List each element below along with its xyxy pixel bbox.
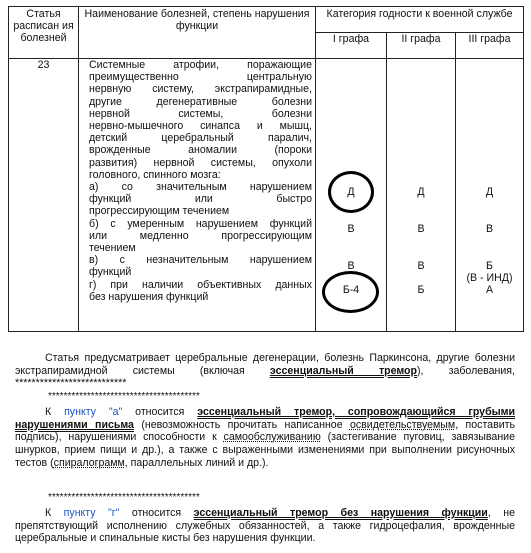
p3-bold: эссенциальный тремор без нарушения функции — [193, 507, 488, 519]
item-a-graph-1: Д — [347, 186, 355, 198]
paragraph-item-d — [15, 507, 515, 545]
item-d-graph-1: Б-4 — [342, 284, 360, 296]
intro-line: преимущественно центральную — [89, 71, 312, 84]
p3-rest: , не препятствующий исполнению служебных обязанностей, а также гидроцефалия, врожденные церебральные и спинальные кисты без нарушения функции. — [15, 507, 515, 545]
highlight-circle-a — [328, 171, 374, 213]
item-a-line: а) со значительным нарушением — [89, 181, 312, 194]
fitness-category-table — [8, 6, 524, 332]
item-d-graph-3: А — [485, 284, 494, 296]
intro-line: детский церебральный паралич, — [89, 132, 312, 145]
p2-dotted3: спиралограмм — [53, 456, 125, 469]
p2-dotted: освидетельствуемым — [349, 418, 456, 431]
item-b-line: течением — [89, 242, 136, 255]
item-b-line: б) с умеренным нарушением функций — [89, 217, 312, 230]
header-graph-1-text: I графа — [332, 33, 370, 45]
disease-description-cell — [79, 59, 316, 332]
header-article-text: Статья расписан ия болезней — [13, 8, 74, 45]
graph-3-cell — [456, 59, 524, 332]
p2-start: К — [45, 406, 52, 418]
link-item-a[interactable]: пункту "а" — [64, 406, 123, 418]
stars-separator-1: *************************************** — [48, 391, 200, 402]
header-graph-3-text: III графа — [468, 33, 511, 45]
graph-1-cell — [316, 59, 387, 332]
item-c-graph-2: В — [417, 260, 425, 272]
p2-dotted2: самообслуживанию — [223, 431, 321, 444]
p1-end: ), заболевания, — [417, 364, 515, 377]
header-disease — [79, 7, 316, 59]
p2-mid: относится — [135, 406, 185, 418]
item-d-line: без нарушения функций — [89, 290, 209, 303]
header-graph-2 — [387, 33, 456, 59]
graph-2-cell — [387, 59, 456, 332]
paragraph-article-scope — [15, 352, 515, 390]
item-c-line: функций — [89, 266, 132, 279]
link-item-d[interactable]: пункту "г" — [63, 507, 120, 519]
item-a-graph-2: Д — [417, 186, 425, 198]
intro-line: Системные атрофии, поражающие — [89, 59, 312, 71]
item-d-line: г) при наличии объективных данных — [89, 278, 312, 291]
item-a-graph-3: Д — [485, 186, 494, 198]
p2-rest1: (невозможность прочитать написанное — [141, 418, 343, 431]
item-b-line: или медленно прогрессирующим — [89, 229, 312, 242]
item-c-graph-1: В — [347, 260, 355, 272]
intro-line: нервной системы, болезни — [89, 107, 312, 120]
p3-mid: относится — [131, 507, 182, 519]
header-article — [9, 7, 79, 59]
article-number: 23 — [37, 59, 50, 71]
p2-rest2: , поставить подпись), нарушениями способности к — [15, 418, 515, 444]
item-c-graph-3-extra: (В - ИНД) — [466, 272, 513, 284]
intro-line: головного, спинного мозга: — [89, 168, 221, 181]
header-graph-2-text: II графа — [401, 33, 441, 45]
item-b-graph-3: В — [485, 223, 494, 235]
item-a-line: функций или быстро — [89, 193, 312, 206]
p1-bold: эссенциальный тремор — [269, 364, 417, 377]
header-category — [316, 7, 524, 33]
highlight-circle-d — [322, 271, 379, 313]
header-graph-3 — [456, 33, 524, 59]
intro-line: нервную систему, экстрапирамидные, — [89, 83, 312, 96]
item-b-graph-1: В — [347, 223, 355, 235]
header-category-text: Категория годности к военной службе — [326, 8, 513, 20]
intro-line: нервно-мышечного синапса и мышц, — [89, 120, 312, 133]
p3-start: К — [45, 507, 52, 519]
item-b-graph-2: В — [417, 223, 425, 235]
stars-inline: *************************** — [15, 377, 127, 390]
item-c-graph-3: Б — [486, 260, 493, 272]
intro-line: другие дегенеративные болезни — [89, 95, 312, 108]
item-a-line: прогрессирующим течением — [89, 205, 230, 218]
p1-text: Статья предусматривает церебральные дегенерации, болезнь Паркинсона, другие болезни экстрапирамидной системы (включая — [15, 352, 515, 377]
p2-rest3: (застегивание пуговиц, завязывание шнурков, прием пищи и др.), а также с выраженными изменениями при выполнении рисуночных тестов ( — [15, 431, 515, 469]
intro-line: развития) нервной системы, опухоли — [89, 156, 312, 169]
paragraph-item-a — [15, 406, 515, 470]
article-number-cell — [9, 59, 79, 332]
intro-line: врожденные аномалии (пороки — [89, 144, 312, 157]
item-c-line: в) с незначительным нарушением — [89, 254, 312, 267]
header-graph-1 — [316, 33, 387, 59]
item-d-graph-2: Б — [417, 284, 425, 296]
stars-separator-2: *************************************** — [48, 492, 200, 503]
header-disease-text: Наименование болезней, степень нарушения функции — [84, 8, 310, 33]
p2-bold: эссенциальный тремор, сопровождающийся грубыми нарушениями письма — [15, 406, 516, 431]
p2-rest4: , параллельных линий и др.). — [124, 456, 269, 469]
